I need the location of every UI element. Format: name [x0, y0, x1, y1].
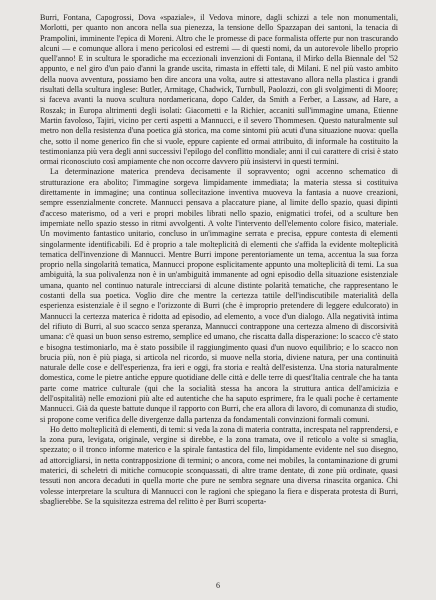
- page-number: 6: [216, 581, 220, 590]
- paragraph-3: Ho detto molteplicità di elementi, di temi: si veda la zona di materia contratta, increspata nel rapprendersi, e la zona pura, levigata, originale, vergine si direbbe, e la zona tramata, ove il reticolo a volte si smaglia, spezzato; o il tronco informe materico e la spirale fantastica del filo, limpidamente evidente nel suo disegno, ad attorcigliarsi, in netta contrapposizione di termini; o ancora, come nei mobiles, la contaminazione di grumi materici, di scheletri di mitiche cornucopie sconquassati, di altre trame dentate, di zone più ordinate, quasi tessuti non ancora decaduti in quella morte che pure ne sembra segnare una diversa rinascita organica. Chi volesse interpretare la scultura di Mannucci con le ragioni che spiegano la fiera e disperata protesta di Burri, sbaglierebbe. Se la squisitezza estrema del relitto è per Burri scoperta-: [40, 424, 398, 506]
- paragraph-1: Burri, Fontana, Capogrossi, Dova «spaziale», il Vedova minore, dagli schizzi a tele non monumentali, Morlotti, per quanto non ancora nella sua pienezza, la tensione dello Spazzapan dei santoni, la tenacia di Prampolini, imminente l'epica di Moreni. Altro che le promesse di pace formalista offerte pur non trascurando alcuni — e comunque allora i meno pericolosi ed estremi — di questi nomi, da un autorevole libello proprio quell'anno! E in scultura le sporadiche ma eccezionali invenzioni di Fontana, il Mirko della Biennale del '52 appunto, e nel giro d'un paio d'anni la grande uscita, rimasta in effetti tale, di Milani. E nel più vasto ambito della nuova avventura, possiamo ben dire ancora una volta, autre si attestavano allora nella plastica i grandi risultati della scultura inglese: Butler, Armitage, Chadwick, Turnbull, Paolozzi, con gli svolgimenti di Moore; si faceva avanti la nuova scultura nordamericana, dopo Calder, da Smith a Ferber, a Lassaw, ad Hare, a Roszak; in Europa altrimenti degli isolati: Giacometti e la Richier, accaniti sull'immagine umana, Etienne Martin favoloso, Tajiri, vicino per certi aspetti a Mannucci, e il severo Thommesen. Questo naturalmente sul metro non della resistenza d'una poetica già storica, ma come sintomi più acuti d'una situazione nuova: quella che, sotto il nome generico fin che si vuole, eppure capiente ed ormai attribuito, di informale ha costituito la testimonianza più vera degli anni successivi l'epilogo del conflitto mondiale; anni il cui carattere di crisi è stato ormai riconosciuto così ampiamente che non occorre davvero più insistervi in questi termini.: [40, 13, 398, 167]
- paragraph-2: La determinazione materica prendeva decisamente il sopravvento; ogni accenno schematico di strutturazione era abolito; l'immagine sorgeva limpidamente immediata; la materia stessa si costituiva direttamente in immagine; una continua sollecitazione inventiva muoveva la fantasia a nuove creazioni, sempre essenzialmente concrete. Mannucci pensava a placcature piane, al limite dello spazio, quasi dipinti d'acceso materismo, od a veri e propri mobiles librati nello spazio, enigmatici trofei, od a sculture ben imperniate nello spazio stesso in ritmi avvolgenti. A volte l'intervento dell'elemento colore fisico, materiale. Un movimento fantastico unitario, concluso in un'immagine serrata e precisa, eppure contesta di elementi singolarmente identificabili. Ed è proprio a tale molteplicità di elementi che s'affida la evidente molteplicità tematica dell'invenzione di Mannucci. Mentre Burri impone perentoriamente un tema, accentua la sua forza proprio nella singolarità tematica, Mannucci propone esplicitamente appunto una molteplicità di temi. La sua ambiguità, la sua polivalenza non è in un'ambiguità immanente ad ogni episodio della situazione esistenziale umana, quanto nel continuo naturale intrecciarsi di alcune distinte polarità tematiche, che rappresentano le costanti della sua poetica. Voglio dire che mentre la certezza tattile dell'indiscutibile materialità della esperienza esistenziale è il segno e l'orizzonte di Burri (che è improprio pretendere di leggere edulcorato) in Mannucci la certezza materica è ridotta ad episodio, ad elemento, a voce d'un dialogo. Alla negatività intima del rifiuto di Burri, al suo scacco senza speranza, Mannucci contrappone una certezza almeno di discorsività umana: c'è quasi un buon senso estremo, semplice ed umano, che riscatta dalla disperazione: lo scacco c'è stato e bisogna testimoniarlo, ma è stato possibile il raggiungimento quasi d'un nuovo equilibrio; e lo scacco non brucia più, non è più piaga, si articola nel ricordo, si muove nella storia, diviene natura, per una continuità naturale delle cose e dell'esperienza, fra ieri e oggi, fra storia e realtà dell'esistenza. Una storia naturalmente domestica, come le pietre antiche eppure quotidiane delle città e delle terre di quest'Italia centrale che ha tanta parte come matrice culturale (qui che la socialità stessa ha ancora la struttura antica dell'amicizia e dell'ospitalità) nelle emozioni più alte ed autentiche che ha saputo esprimere, fra le quali poche è certamente Mannucci. Già da queste battute dunque il rapporto con Burri, che era allora di lavoro, di comunanza di studio, si propone come verifica delle divergenze dalla partenza da fondamentali convinzioni formali comuni.: [40, 167, 398, 424]
